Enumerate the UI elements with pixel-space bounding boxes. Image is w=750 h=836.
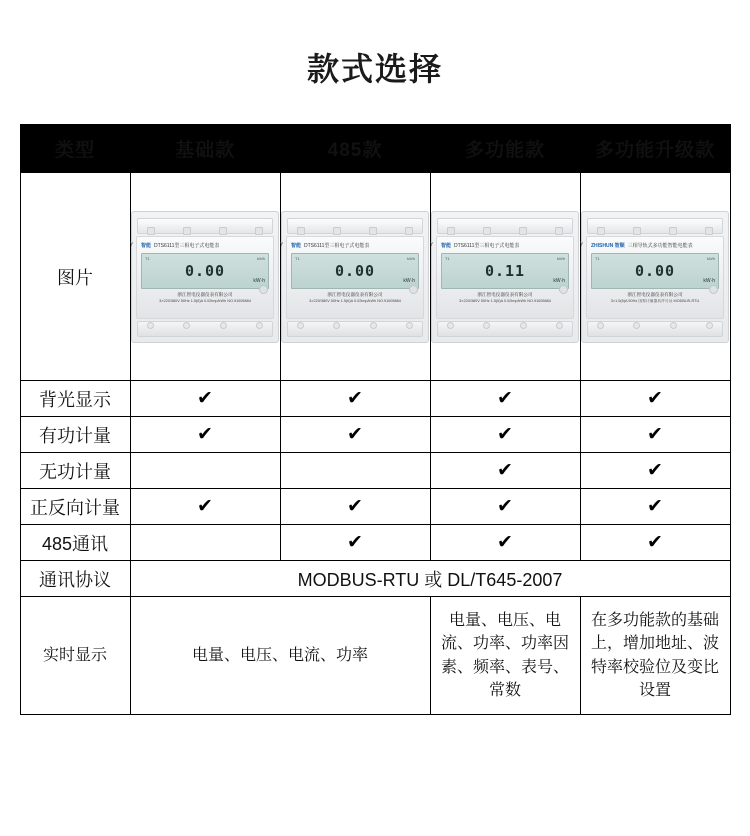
lcd-unit-label: kWh [707,255,715,261]
meter-top-cap [137,218,273,234]
brand-logo: ZHISHUN 智顺 [591,242,625,249]
meter-spec-text: 3×220/380V 50Hz 1.5(6)A 0.02imp/kWh NO.91005884 [459,298,551,303]
meter-maker-text: 浙江智电仪器仪表有限公司 [627,291,683,297]
header-type: 类型 [20,125,130,173]
rowlabel-bidirectional: 正反向计量 [20,489,130,525]
meter-device-basic [131,211,279,343]
meter-left-rail-label: Y [280,241,284,248]
rowlabel-realtime: 实时显示 [20,597,130,715]
meter-lcd-screen [141,253,269,289]
brand-logo: 智能 [441,242,452,249]
check-icon: ✔ [197,388,213,409]
lcd-reading-value: 0.11 [484,261,526,280]
rowlabel-active: 有功计量 [20,417,130,453]
cell-active-upgraded [580,417,730,453]
rowlabel-rs485: 485通讯 [20,525,130,561]
table-row-protocol [20,561,730,597]
meter-bottom-cap [437,321,573,337]
meter-brandline [591,240,719,251]
cell-bidirectional-multifunction [430,489,580,525]
lcd-reading-value: 0.00 [334,261,376,280]
table-row-bidirectional [20,489,730,525]
lcd-tariff-label: T1 [145,255,150,261]
lcd-unit-suffix: kW·h [553,277,565,284]
meter-cell-multifunction [430,173,580,381]
lcd-unit-suffix: kW·h [403,277,415,284]
meter-device-485 [281,211,429,343]
cell-bidirectional-upgraded [580,489,730,525]
meter-screws [297,322,413,329]
page-title: 款式选择 [306,51,443,87]
cell-backlight-multifunction [430,381,580,417]
lcd-top-indicators [445,256,565,261]
lcd-unit-label: kWh [557,255,565,261]
table-row-rs485 [20,525,730,561]
lcd-unit-label: kWh [407,255,415,261]
cell-reactive-485 [280,453,430,489]
meter-lcd-screen [291,253,419,289]
check-icon: ✔ [647,496,663,517]
cell-bidirectional-basic [130,489,280,525]
meter-lcd-screen [441,253,569,289]
cell-backlight-upgraded [580,381,730,417]
cell-active-485 [280,417,430,453]
meter-spec-text: 3×220/380V 50Hz 1.5(6)A 0.02imp/kWh NO.91005884 [309,298,401,303]
check-icon: ✔ [197,496,213,517]
lcd-tariff-label: T1 [445,255,450,261]
check-icon: ✔ [647,424,663,445]
lcd-top-indicators [595,256,715,261]
table-row-backlight [20,381,730,417]
brand-logo: 智能 [141,242,152,249]
header-row [20,125,730,173]
meter-face [436,236,574,319]
check-icon: ✔ [647,532,663,553]
meter-face [586,236,724,319]
meter-seal-icon [709,285,718,294]
meter-brandline [141,240,269,251]
meter-cell-upgraded [580,173,730,381]
table-row-image [20,173,730,381]
meter-maker-text: 浙江智电仪器仪表有限公司 [477,291,533,297]
header-multifunction: 多功能款 [430,125,580,173]
lcd-tariff-label: T1 [295,255,300,261]
check-icon: ✔ [197,424,213,445]
cell-reactive-upgraded [580,453,730,489]
lcd-unit-label: kWh [257,255,265,261]
cell-reactive-multifunction [430,453,580,489]
check-icon: ✔ [347,424,363,445]
meter-bottom-cap [287,321,423,337]
check-icon: ✔ [497,424,513,445]
meter-brandline [291,240,419,251]
cell-backlight-485 [280,381,430,417]
lcd-reading-value: 0.00 [184,261,226,280]
rowlabel-reactive: 无功计量 [20,453,130,489]
meter-maker-text: 浙江智电仪器仪表有限公司 [177,291,233,297]
meter-lcd-screen [591,253,719,289]
check-icon: ✔ [497,496,513,517]
check-icon: ✔ [347,388,363,409]
meter-terminals-top [597,227,713,235]
cell-rs485-upgraded [580,525,730,561]
rowlabel-image: 图片 [20,173,130,381]
cell-reactive-basic [130,453,280,489]
meter-bottom-cap [587,321,723,337]
check-icon: ✔ [347,496,363,517]
meter-terminals-top [147,227,263,235]
cell-active-multifunction [430,417,580,453]
cell-realtime-basic-485: 电量、电压、电流、功率 [130,597,430,715]
meter-bottom-cap [137,321,273,337]
lcd-top-indicators [295,256,415,261]
meter-cell-basic [130,173,280,381]
rowlabel-backlight: 背光显示 [20,381,130,417]
header-upgraded: 多功能升级款 [580,125,730,173]
meter-top-cap [287,218,423,234]
check-icon: ✔ [497,532,513,553]
lcd-reading-value: 0.00 [634,261,676,280]
header-basic: 基础款 [130,125,280,173]
meter-left-rail-label: Y [130,241,134,248]
cell-rs485-485 [280,525,430,561]
lcd-top-indicators [145,256,265,261]
meter-terminals-top [297,227,413,235]
cell-realtime-multifunction: 电量、电压、电流、功率、功率因素、频率、表号、常数 [430,597,580,715]
cell-rs485-basic [130,525,280,561]
meter-left-rail-label: Y [580,241,584,248]
check-icon: ✔ [647,460,663,481]
meter-spec-text: 3×220/380V 50Hz 1.5(6)A 0.02imp/kWh NO.91005884 [159,298,251,303]
table-body [20,173,730,715]
lcd-unit-suffix: kW·h [253,277,265,284]
meter-cell-485 [280,173,430,381]
meter-device-multifunction [431,211,579,343]
meter-device-upgraded [581,211,729,343]
table-row-reactive [20,453,730,489]
cell-rs485-multifunction [430,525,580,561]
lcd-unit-suffix: kW·h [703,277,715,284]
meter-top-cap [437,218,573,234]
meter-seal-icon [559,285,568,294]
check-icon: ✔ [497,388,513,409]
meter-top-cap [587,218,723,234]
meter-terminals-top [447,227,563,235]
meter-maker-text: 浙江智电仪器仪表有限公司 [327,291,383,297]
meter-face [136,236,274,319]
meter-left-rail-label: Y [430,241,434,248]
meter-model-label: DTS6111型三相电子式电能表 [154,242,220,249]
cell-protocol-value: MODBUS-RTU 或 DL/T645-2007 [130,561,730,597]
cell-backlight-basic [130,381,280,417]
meter-seal-icon [259,285,268,294]
spec-table [20,124,731,715]
meter-face [286,236,424,319]
meter-model-label: DTS6111型三相电子式电能表 [454,242,520,249]
check-icon: ✔ [347,532,363,553]
header-485: 485款 [280,125,430,173]
meter-model-label: DTS6111型三相电子式电能表 [304,242,370,249]
meter-screws [447,322,563,329]
meter-screws [597,322,713,329]
cell-active-basic [130,417,280,453]
check-icon: ✔ [497,460,513,481]
rowlabel-protocol: 通讯协议 [20,561,130,597]
cell-bidirectional-485 [280,489,430,525]
table-row-active [20,417,730,453]
meter-screws [147,322,263,329]
meter-brandline [441,240,569,251]
meter-model-label: 三相导轨式多功能智能电能表 [627,242,693,249]
check-icon: ✔ [647,388,663,409]
cell-realtime-upgraded: 在多功能款的基础上，增加地址、波特率校验位及变比设置 [580,597,730,715]
lcd-tariff-label: T1 [595,255,600,261]
brand-logo: 智能 [291,242,302,249]
meter-seal-icon [409,285,418,294]
table-row-realtime [20,597,730,715]
meter-spec-text: 3×1.5(6)A 50Hz 国家计量器具许可证 MODBUS-RTU [610,298,700,303]
table-header [20,125,730,173]
